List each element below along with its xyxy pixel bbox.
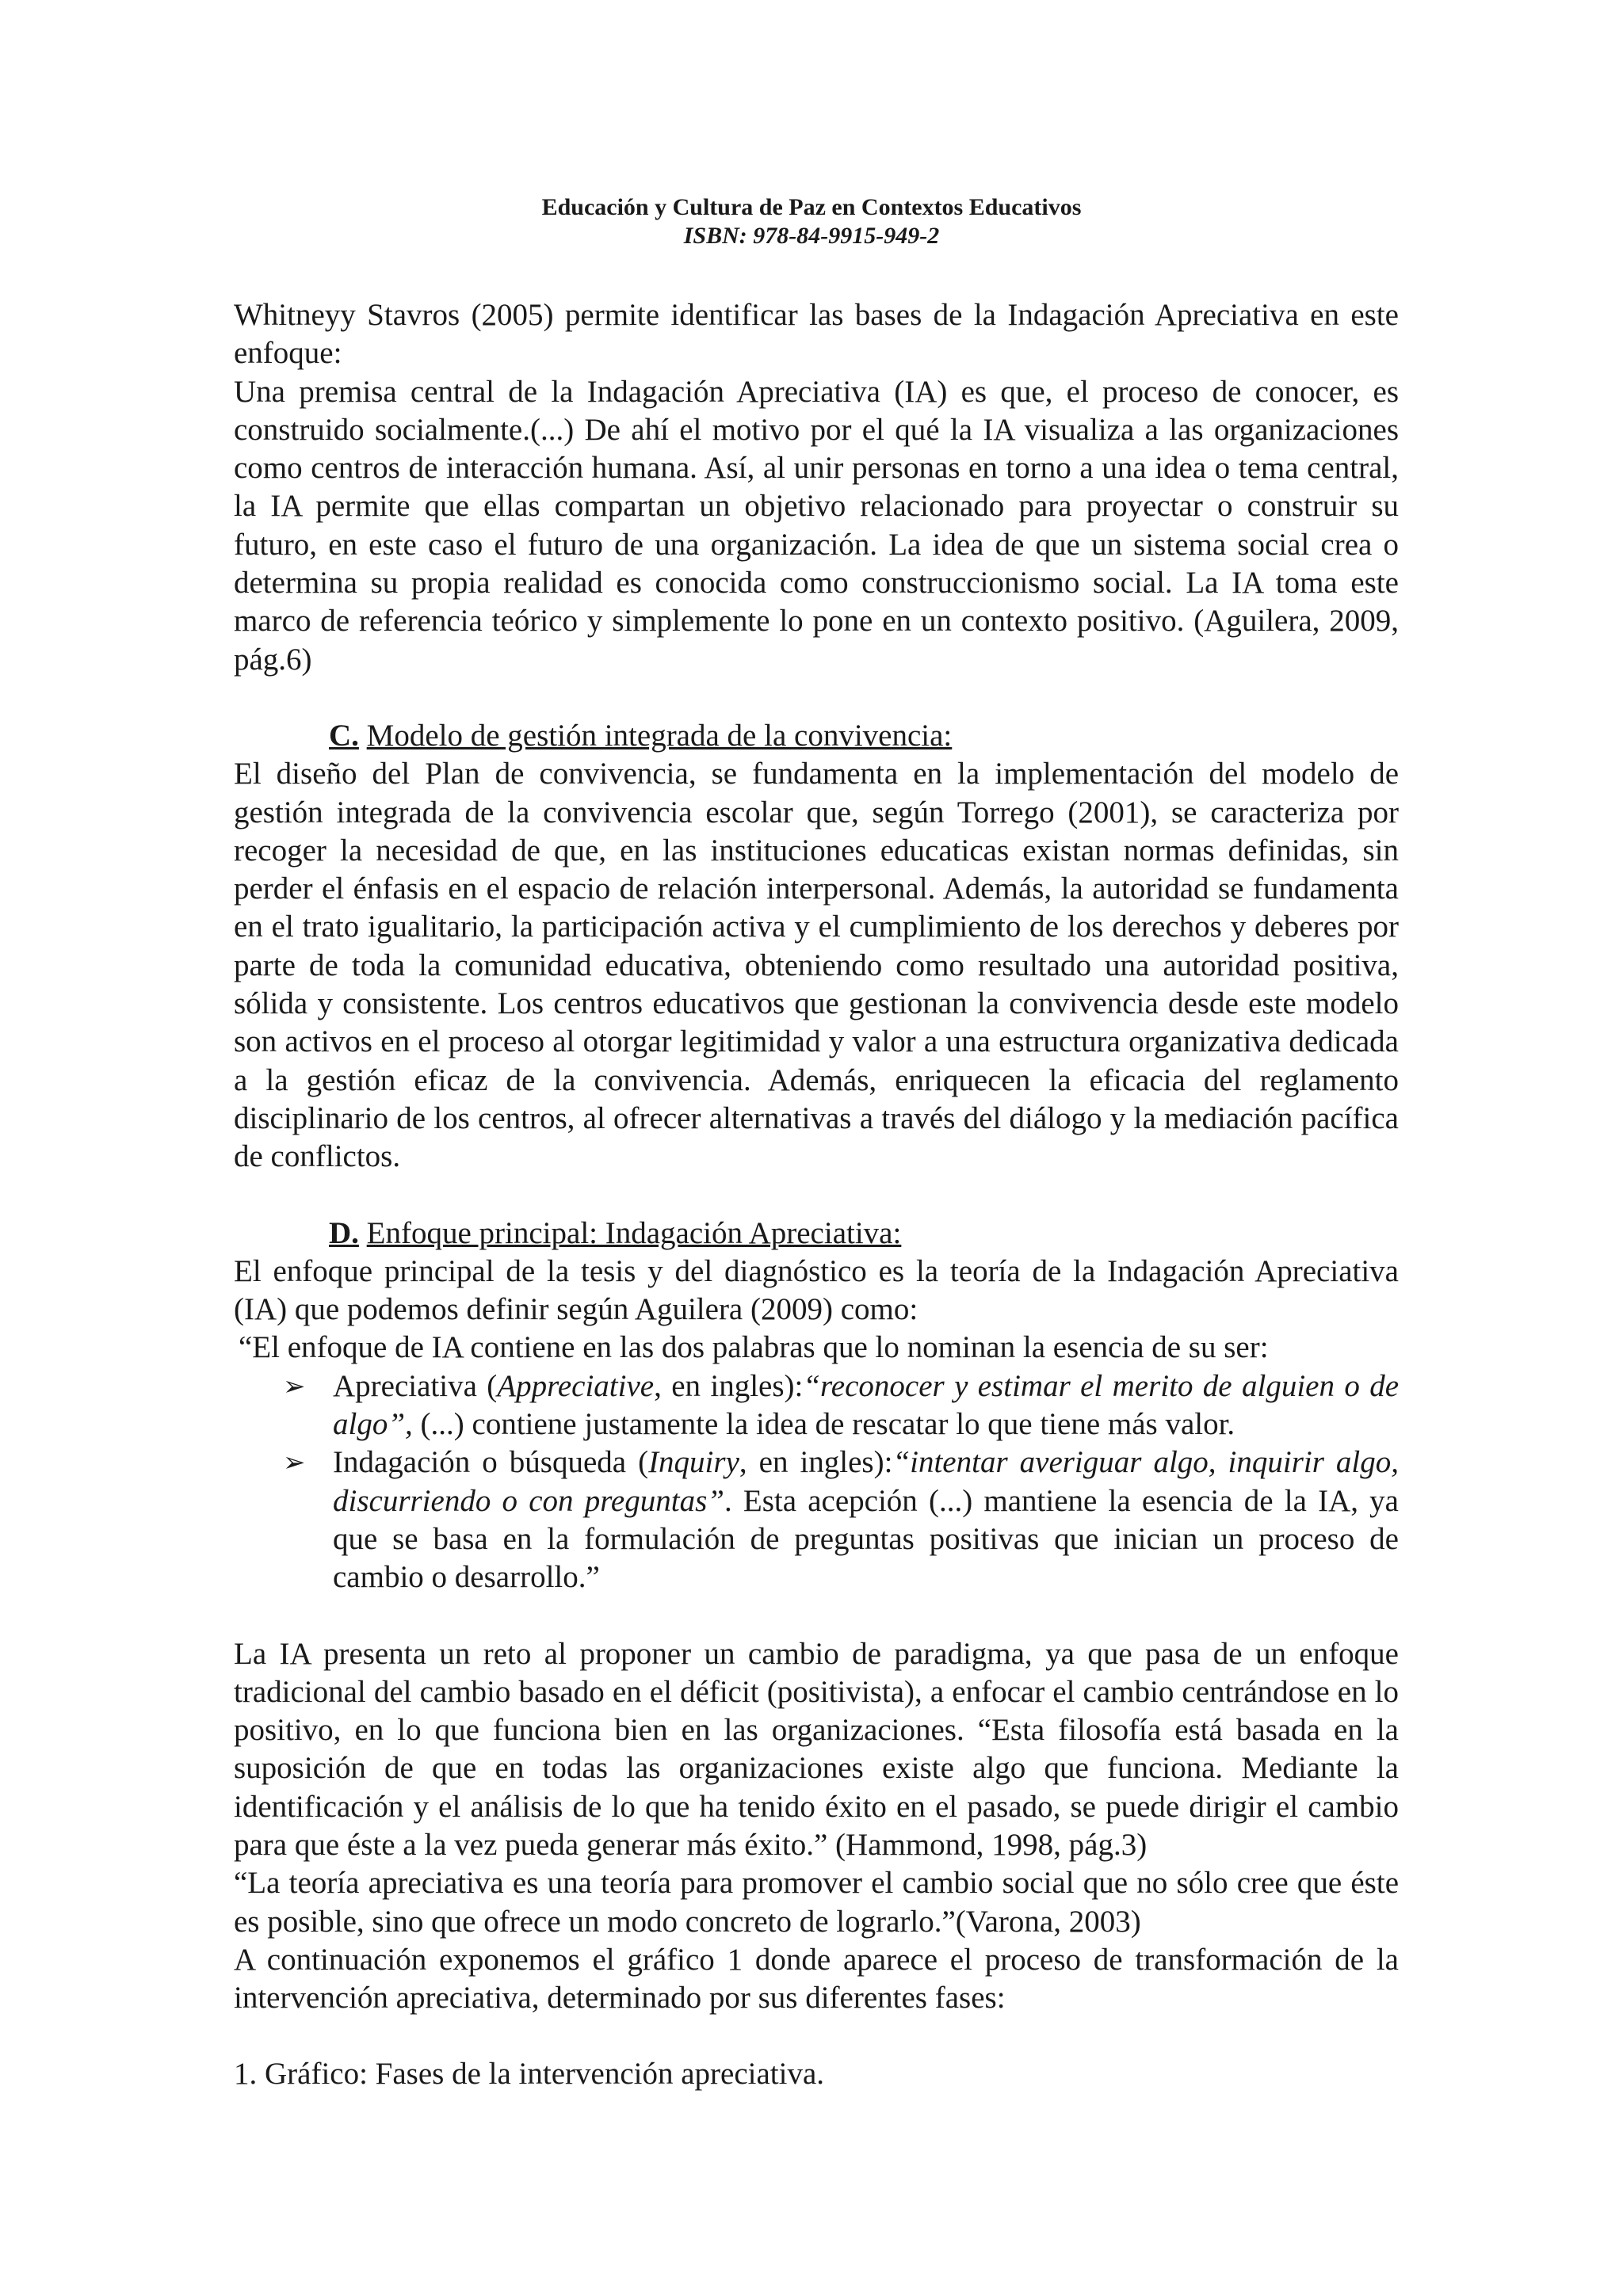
section-d-title: Enfoque principal: Indagación Apreciativa: bbox=[366, 1215, 902, 1250]
book-title: Educación y Cultura de Paz en Contextos Educativos bbox=[541, 194, 1082, 220]
list-item: ➢ Apreciativa (Appreciative, en ingles):“reconocer y estimar el merito de alguien o de algo”, (...) contiene justamente la idea de rescatar lo que tiene más valor. bbox=[283, 1368, 1400, 1442]
document-body bbox=[234, 296, 1399, 2094]
section-d-quote-lead: “El enfoque de IA contiene en las dos palabras que lo nominan la esencia de su ser: bbox=[239, 1330, 1269, 1365]
definition-list bbox=[234, 1367, 1399, 1597]
intro-quote: Una premisa central de la Indagación Apreciativa (IA) es que, el proceso de conocer, es construido socialmente.(...) De ahí el motivo por el qué la IA visualiza a las organizaciones como centros de interacción humana. Así, al unir personas en torno a una idea o tema central, la IA permite que ellas compartan un objetivo relacionado para proyectar o construir su futuro, en este caso el futuro de una organización. La idea de que un sistema social crea o determina su propia realidad es conocida como construccionismo social. La IA toma este marco de referencia teórico y simplemente lo pone en un contexto positivo. (Aguilera, 2009, pág.6) bbox=[234, 374, 1399, 677]
figure-caption: 1. Gráfico: Fases de la intervención apreciativa. bbox=[234, 2057, 825, 2092]
section-c-title: Modelo de gestión integrada de la convivencia: bbox=[366, 718, 953, 753]
section-d-paragraph: El enfoque principal de la tesis y del diagnóstico es la teoría de la Indagación Apreciativa (IA) que podemos definir según Aguilera (2009) como: bbox=[234, 1253, 1399, 1327]
closing-paragraph-2: “La teoría apreciativa es una teoría para promover el cambio social que no sólo cree que éste es posible, sino que ofrece un modo concreto de lograrlo.”(Varona, 2003) bbox=[234, 1866, 1399, 1939]
closing-paragraph-1: La IA presenta un reto al proponer un cambio de paradigma, ya que pasa de un enfoque tradicional del cambio basado en el déficit (positivista), a enfocar el cambio centrándose en lo positivo, en lo que funciona bien en las organizaciones. “Esta filosofía está basada en la suposición de que en todas las organizaciones existe algo que funciona. Mediante la identificación y el análisis de lo que ha tenido éxito en el pasado, se puede dirigir el cambio para que éste a la vez pueda generar más éxito.” (Hammond, 1998, pág.3) bbox=[234, 1636, 1399, 1862]
arrow-bullet-icon: ➢ bbox=[283, 1370, 306, 1402]
section-c-heading bbox=[234, 717, 1399, 755]
section-c-letter: C. bbox=[329, 718, 359, 753]
isbn-line: ISBN: 978-84-9915-949-2 bbox=[683, 223, 940, 249]
closing-paragraph-3: A continuación exponemos el gráfico 1 donde aparece el proceso de transformación de la intervención apreciativa, determinado por sus diferentes fases: bbox=[234, 1942, 1399, 2016]
arrow-bullet-icon: ➢ bbox=[283, 1447, 306, 1479]
section-c-paragraph: El diseño del Plan de convivencia, se fundamenta en la implementación del modelo de gestión integrada de la convivencia escolar que, según Torrego (2001), se caracteriza por recoger la necesidad de que, en las instituciones educaticas existan normas definidas, sin perder el énfasis en el espacio de relación interpersonal. Además, la autoridad se fundamenta en el trato igualitario, la participación activa y el cumplimiento de los derechos y deberes por parte de toda la comunidad educativa, obteniendo como resultado una autoridad positiva, sólida y consistente. Los centros educativos que gestionan la convivencia desde este modelo son activos en el proceso al otorgar legitimidad y valor a una estructura organizativa dedicada a la gestión eficaz de la convivencia. Además, enriquecen la eficacia del reglamento disciplinario de los centros, al ofrecer alternativas a través del diálogo y la mediación pacífica de conflictos. bbox=[234, 757, 1399, 1174]
intro-lead: Whitneyy Stavros (2005) permite identificar las bases de la Indagación Apreciativa en este enfoque: bbox=[234, 298, 1399, 371]
section-d-letter: D. bbox=[329, 1215, 359, 1250]
section-d-heading bbox=[234, 1215, 1399, 1253]
page-header bbox=[0, 193, 1623, 250]
list-item: ➢ Indagación o búsqueda (Inquiry, en ingles):“intentar averiguar algo, inquirir algo, discurriendo o con preguntas”. Esta acepción (...) mantiene la esencia de la IA, ya que se basa en la formulación de preguntas positivas que inician un proceso de cambio o desarrollo.” bbox=[283, 1445, 1399, 1595]
